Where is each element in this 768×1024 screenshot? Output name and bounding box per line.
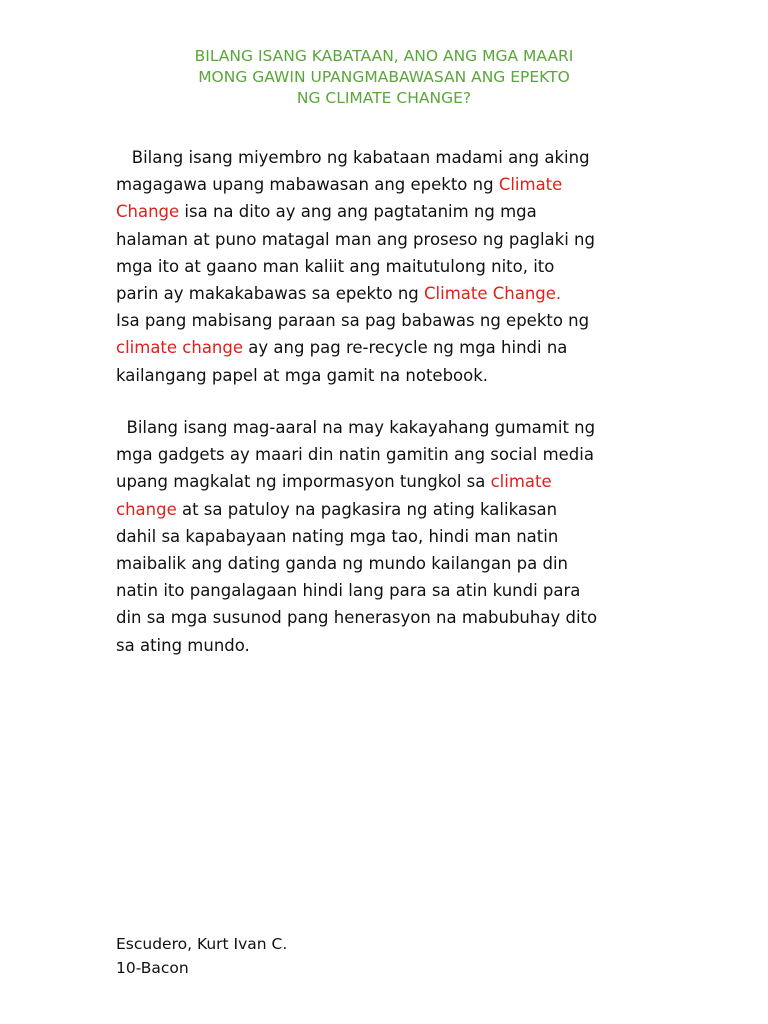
title-line-3: NG CLIMATE CHANGE? (296, 89, 472, 107)
text-run: isa na dito ay ang ang pagtatanim ng mga (179, 202, 537, 222)
paragraph-1 (116, 144, 676, 389)
paragraph-line (116, 334, 676, 361)
paragraph-line: din sa mga susunod pang henerasyon na mabubuhay dito (116, 608, 598, 628)
paragraph-line (116, 414, 676, 441)
paragraph-line (116, 496, 676, 523)
text-run: upang magkalat ng impormasyon tungkol sa (116, 472, 491, 492)
paragraph-line: halaman at puno matagal man ang proseso ng paglaki ng (116, 229, 595, 249)
document-title (0, 46, 768, 109)
paragraph-line (116, 468, 676, 495)
paragraph-line: Isa pang mabisang paraan sa pag babawas ng epekto ng (116, 311, 590, 331)
highlight-text: climate change (116, 338, 244, 358)
text-run: ay ang pag re-recycle ng mga hindi na (243, 338, 568, 358)
text-run: parin ay makakabawas sa epekto ng (116, 284, 425, 304)
paragraph-line: natin ito pangalagaan hindi lang para sa atin kundi para (116, 581, 581, 601)
author-name: Escudero, Kurt Ivan C. (116, 935, 288, 953)
text-run: Bilang isang miyembro ng kabataan madami ang aking (131, 148, 590, 167)
text-run: magagawa upang mabawasan ang epekto ng (116, 175, 499, 195)
text-run: at sa patuloy na pagkasira ng ating kalikasan (176, 499, 558, 519)
highlight-text: Climate Change. (424, 284, 562, 304)
highlight-text: Climate (498, 175, 563, 195)
author-block (116, 932, 287, 980)
paragraph-line (116, 144, 676, 171)
highlight-text: change (116, 499, 177, 519)
paragraph-line: kailangang papel at mga gamit na notebook. (116, 365, 489, 385)
paragraph-line (116, 198, 676, 225)
paragraph-line (116, 171, 676, 198)
highlight-text: Change (116, 202, 180, 222)
paragraph-line: mga ito at gaano man kaliit ang maitutulong nito, ito (116, 256, 555, 276)
title-line-2: MONG GAWIN UPANGMABAWASAN ANG EPEKTO (198, 68, 570, 86)
paragraph-line: maibalik ang dating ganda ng mundo kailangan pa din (116, 554, 569, 574)
class-section: 10-Bacon (116, 959, 189, 977)
paragraph-2 (116, 414, 676, 659)
text-run: Bilang isang mag-aaral na may kakayahang gumamit ng (126, 418, 596, 437)
paragraph-line (116, 280, 676, 307)
highlight-text: climate (490, 472, 552, 492)
paragraph-line: sa ating mundo. (116, 635, 250, 655)
paragraph-line: dahil sa kapabayaan nating mga tao, hindi man natin (116, 526, 559, 546)
title-line-1: BILANG ISANG KABATAAN, ANO ANG MGA MAARI (194, 47, 574, 65)
paragraph-line: mga gadgets ay maari din natin gamitin ang social media (116, 445, 594, 465)
